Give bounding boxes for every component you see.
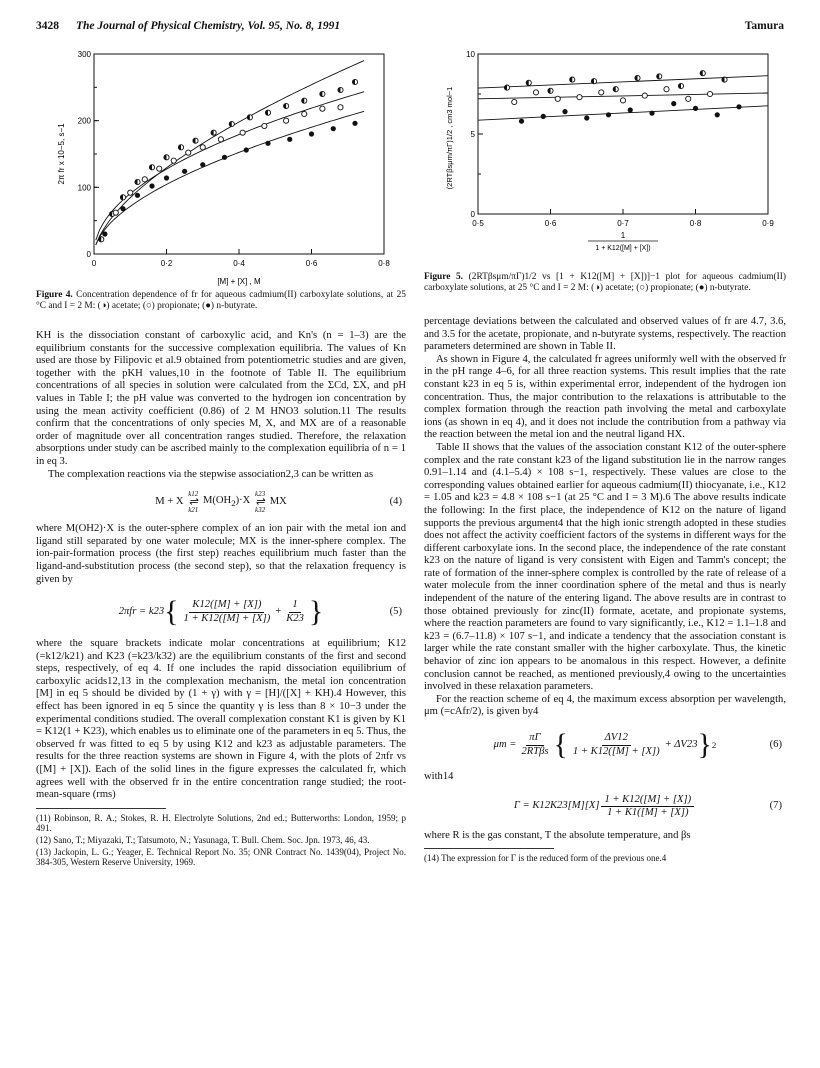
x-axis-label-denominator: 1 + K12([M] + [X]) (595, 245, 651, 252)
data-point-filled (352, 121, 357, 126)
figure-5-caption-label: Figure 5. (424, 272, 464, 282)
eq5-denominator: 1 + K12([M] + [X]) (183, 612, 271, 624)
data-point-filled (222, 155, 227, 160)
right-column (424, 316, 786, 865)
x-tick-label: 0·7 (617, 219, 629, 228)
x-axis-label-numerator: 1 (620, 231, 626, 240)
paragraph: KH is the dissociation constant of carboxylic acid, and Kn's (n = 1–3) are the equilibrium constants for the successive complexation equilibria. The values of Kn used are those by Filipovic et al.9 obtained from potentiometric studies and are given, together with the pKH values,10 in the footnote of Table II. The equilibrium concentrations of all species in solution were calculated from the ΣCd, ΣX, and pH values in Table I; the pH value was converted to the hydrogen ion concentration by using the mean activity coefficient (0.86) of 2 M HNO3 solution.11 The results confirm that the concentrations of only species M, X, and MX are of a reasonable order of magnitude over all concentration ranges studied. Therefore, the relaxation absorptions under study can be ascribed mainly to the complexation equilibria of n = 1 in eq 3. (36, 330, 406, 467)
paragraph: with14 (424, 771, 454, 782)
y-tick-label: 5 (470, 130, 475, 139)
data-point-filled (649, 111, 654, 116)
data-point-filled (309, 131, 314, 136)
data-point-open (599, 90, 604, 95)
data-point-filled (331, 126, 336, 131)
data-point-filled (715, 112, 720, 117)
x-tick-label: 0·9 (762, 219, 774, 228)
data-point-filled (102, 231, 107, 236)
paragraph: For the reaction scheme of eq 4, the maximum excess absorption per wavelength, μm (=cAfr/2), is given by4 (424, 693, 786, 718)
data-point-open (262, 123, 267, 128)
equation-4: M + X k12 ⇌ k21 $M(OH_2)\cdot X$ k23 ⇌ k32 MX (4) (155, 490, 402, 515)
plot-frame (94, 54, 384, 254)
data-point-filled (120, 206, 125, 211)
data-point-open (320, 106, 325, 111)
data-point-open (171, 158, 176, 163)
data-point-filled (135, 193, 140, 198)
equation-5: 2πfr = k23 { $\frac{K12([M] + [X])}{1 + K12([M] + [X])}$ + $\frac{1}{K23}$ } (5) (118, 595, 402, 629)
data-point-open (157, 166, 162, 171)
data-point-open (664, 87, 669, 92)
eq4-k32: k32 (254, 506, 266, 515)
fit-line (478, 106, 768, 120)
page-number: 3428 (36, 20, 59, 32)
footnote-12: (12) Sano, T.; Miyazaki, T.; Tatsumoto, N.; Yasunaga, T. Bull. Chem. Soc. Jpn. 1973, 46, 43. (36, 835, 370, 845)
x-tick-label: 0·5 (472, 219, 484, 228)
data-point-open (577, 95, 582, 100)
paragraph: where R is the gas constant, T the absolute temperature, and βs (424, 829, 691, 841)
y-tick-label: 0 (470, 210, 475, 219)
equation-7: Γ = K12K23[M][X] $\frac{1 + K12([M] + [X])}{1 + K1([M] + [X])}$ (7) (513, 793, 782, 819)
data-point-open (218, 137, 223, 142)
data-point-filled (265, 141, 270, 146)
data-point-open (707, 91, 712, 96)
data-point-filled (693, 106, 698, 111)
eq5-number: (5) (389, 605, 402, 617)
fit-line (96, 92, 364, 241)
paragraph: percentage deviations between the calculated and observed values of fr are 4.7, 3.6, and 3.5 for the acetate, propionate, and n-butyrate systems, respectively. The reaction parameters determined are shown in Table II. (424, 316, 786, 353)
paragraph: Table II shows that the values of the association constant K12 of the outer-sphere complex and the rate constant k23 of the ligand substitution lie in the narrow ranges 0.91–1.14 and (4.1–5.4) × 108 s−1, respectively. These values are close to the corresponding values obtained earlier for aqueous cadmium(II) thiocyanate, i.e., K12 = 1.05 and k23 = 4.8 × 108 s−1 (at 25 °C and I = 3 M).6 The above results indicate the following: In the first place, the independence of K12 on the nature of ligand supports the previous argument4 that the high ionic strength adopted in these studies does not affect the activity coefficient factors of the systems in different ways for the different carboxylate ions. In the second place, the independence of the rate constant k23 on the nature of ligand is very consistent with Eigen and Tamm's concept; the rate of formation of the inner-sphere complex is controlled by the rate of release of a water molecule from the inner coordination sphere of the metal and thus is nearly independent of the nature of the entering ligand. The above results are in contrast to those obtained previously for zinc(II) formate, acetate, and propionate systems, where the reaction parameters are found to vary significantly, i.e., K12 = 1.1–1.8 and k23 = (6.7–11.8) × 107 s−1, and indicate a tendency that the association constant is larger while the rate constant smaller with the higher carboxylate. Thus, the kinetic behavior of zinc ion appears to be anomalous in this respect. However, a definite conclusion cannot be reached, as mentioned previously,4 owing to the uncertainties involved in these relaxation parameters. (424, 441, 786, 693)
data-point-open (555, 96, 560, 101)
data-point-filled (182, 169, 187, 174)
eq4-k12: k12 (188, 490, 199, 499)
x-axis-label: [M] + [X] , M (217, 277, 261, 286)
data-point-open (642, 93, 647, 98)
y-tick-label: 300 (77, 50, 91, 59)
y-tick-label: 10 (466, 50, 475, 59)
footnote-11: (11) Robinson, R. A.; Stokes, R. H. Electrolyte Solutions, 2nd ed.; Butterworths: London, 1959; p 491. (36, 812, 406, 834)
data-point-open (186, 150, 191, 155)
data-point-filled (164, 175, 169, 180)
figure-5-chart (438, 48, 788, 272)
footnote-13: (13) Jackopin, L. G.; Yeager, E. Technical Report No. 35; ONR Contract No. 1439(04), Project No. 384-305, Western Reserve University, 1969. (36, 846, 406, 868)
x-tick-label: 0·6 (305, 259, 318, 268)
eq4-k21: k21 (188, 506, 199, 515)
y-tick-label: 0 (86, 250, 91, 259)
paragraph: where M(OH2)·X is the outer-sphere complex of an ion pair with the metal ion and ligand still separated by one water molecule; MX is the inner-sphere complex. The ion-pair-formation process (the first step) reaches equilibrium much faster than the ligand-and-substitution process (the second step), so that the relaxation frequency is given by (36, 523, 406, 585)
fit-line (96, 111, 364, 244)
fit-line (96, 61, 364, 246)
figure-4-chart (52, 48, 404, 288)
footnote-14: (14) The expression for Γ is the reduced form of the previous one.4 (424, 853, 667, 864)
data-point-open (284, 118, 289, 123)
x-tick-label: 0·4 (233, 259, 245, 268)
equation-6: μm = $\frac{\pi\Gamma}{\text{2RTβs}}$ { $\frac{\Delta V12}{1 + K12([M] + [X])}$ + ΔV23 } 2 (6) (493, 728, 782, 761)
journal-title: The Journal of Physical Chemistry, Vol. 95, No. 8, 1991 (76, 20, 341, 32)
y-tick-label: 100 (77, 183, 91, 193)
data-point-filled (519, 119, 524, 124)
figure-4-caption-label: Figure 4. (36, 290, 73, 300)
data-point-open (142, 177, 147, 182)
data-point-filled (606, 112, 611, 117)
data-point-open (512, 99, 517, 104)
eq4-k23: k23 (254, 490, 266, 499)
data-point-filled (736, 104, 741, 109)
data-point-filled (584, 115, 589, 120)
data-point-open (533, 90, 538, 95)
left-column (36, 330, 406, 869)
paragraph: The complexation reactions via the stepwise association2,3 can be written as (48, 468, 374, 480)
data-point-filled (562, 109, 567, 114)
eq6-number: (6) (769, 738, 782, 750)
figure-4-caption-text: Concentration dependence of fr for aqueous cadmium(II) carboxylate solutions, at 25 °C and I = 2 M: (◑) acetate; (○) propionate; (●) n-butyrate. (36, 290, 406, 311)
running-author: Tamura (744, 20, 784, 32)
data-point-filled (671, 101, 676, 106)
data-point-open (338, 105, 343, 110)
x-tick-label: 0·8 (378, 259, 390, 268)
data-point-filled (149, 183, 154, 188)
y-axis-label: (2RTβsμm/πΓ)1/2 , cm3 mol−1 (445, 86, 454, 190)
data-point-filled (287, 137, 292, 142)
data-point-open (620, 98, 625, 103)
data-point-open (128, 190, 133, 195)
data-point-open (113, 210, 118, 215)
x-tick-label: 0·2 (160, 259, 173, 268)
x-tick-label: 0 (91, 259, 97, 268)
y-tick-label: 200 (77, 116, 91, 126)
right-footnotes (424, 853, 786, 864)
data-point-open (200, 145, 205, 150)
paragraph: As shown in Figure 4, the calculated fr agrees uniformly well with the observed fr in the pH range 4–6, for all three reaction systems. This result implies that the rate constant k23 in eq 5 is, within experimental error, independent of the hydrogen ion concentration. Thus, the major contribution to the relaxations is attributable to the complex formation through the reaction path involving the metal and carboxylate ions (as shown in eq 4), and it does not include the contribution from a pathway via the reaction between the metal ion and the neutral ligand HX. (424, 353, 786, 441)
eq4-number: (4) (389, 495, 402, 507)
figure-5-caption-text: (2RTβsμm/πΓ)1/2 vs [1 + K12([M] + [X])]−1 plot for aqueous cadmium(II) carboxylate solutions, at 25 °C and I = 2 M: (◑) acetate; (○) propionate; (●) n-butyrate. (424, 272, 787, 293)
left-footnotes (36, 813, 406, 868)
data-point-open (686, 96, 691, 101)
figure-4-caption (36, 290, 406, 312)
eq5-numerator: K12([M] + [X]) (189, 599, 264, 613)
paragraph: where the square brackets indicate molar concentrations at equilibrium; K12 (=k12/k21) and K23 (=k23/k32) are the equilibrium constants of the first and second steps, respectively, of eq 4. If one includes the rapid dissociation equilibrium of carboxylic acids12,13 in the complexation mechanism, the metal ion concentration [M] in eq 5 should be divided by (1 + γ) with γ = [H]/([X] + KH).4 However, this effect has been ignored in eq 5 since the quantity γ is less than 8 × 10−3 under the experimental conditions studied. The overall complexation constant K1 is given by K1 = K12(1 + K23), which enables us to eliminate one of the parameters in eq 5. Thus, the observed fr was fitted to eq 5 by using K12 and k23 as adjustable parameters. The results for the three reaction systems are shown in Figure 4, with the plots of 2πfr vs ([M] + [X]). Each of the solid lines in the figure expresses the calculated fr, which agrees well with the observed fr in the entire concentration range studied; the root-mean-square (rms) (36, 638, 406, 801)
data-point-filled (541, 114, 546, 119)
x-tick-label: 0·6 (544, 219, 557, 228)
x-tick-label: 0·8 (689, 219, 702, 228)
figure-5-caption (424, 272, 786, 294)
data-point-open (240, 130, 245, 135)
y-axis-label: 2π fr x 10−5, s−1 (57, 123, 66, 185)
data-point-open (302, 111, 307, 116)
data-point-filled (200, 162, 205, 167)
eq5-lhs: 2πfr = k23 (118, 605, 165, 617)
data-point-filled (628, 107, 633, 112)
data-point-filled (244, 147, 249, 152)
eq7-number: (7) (769, 800, 782, 812)
